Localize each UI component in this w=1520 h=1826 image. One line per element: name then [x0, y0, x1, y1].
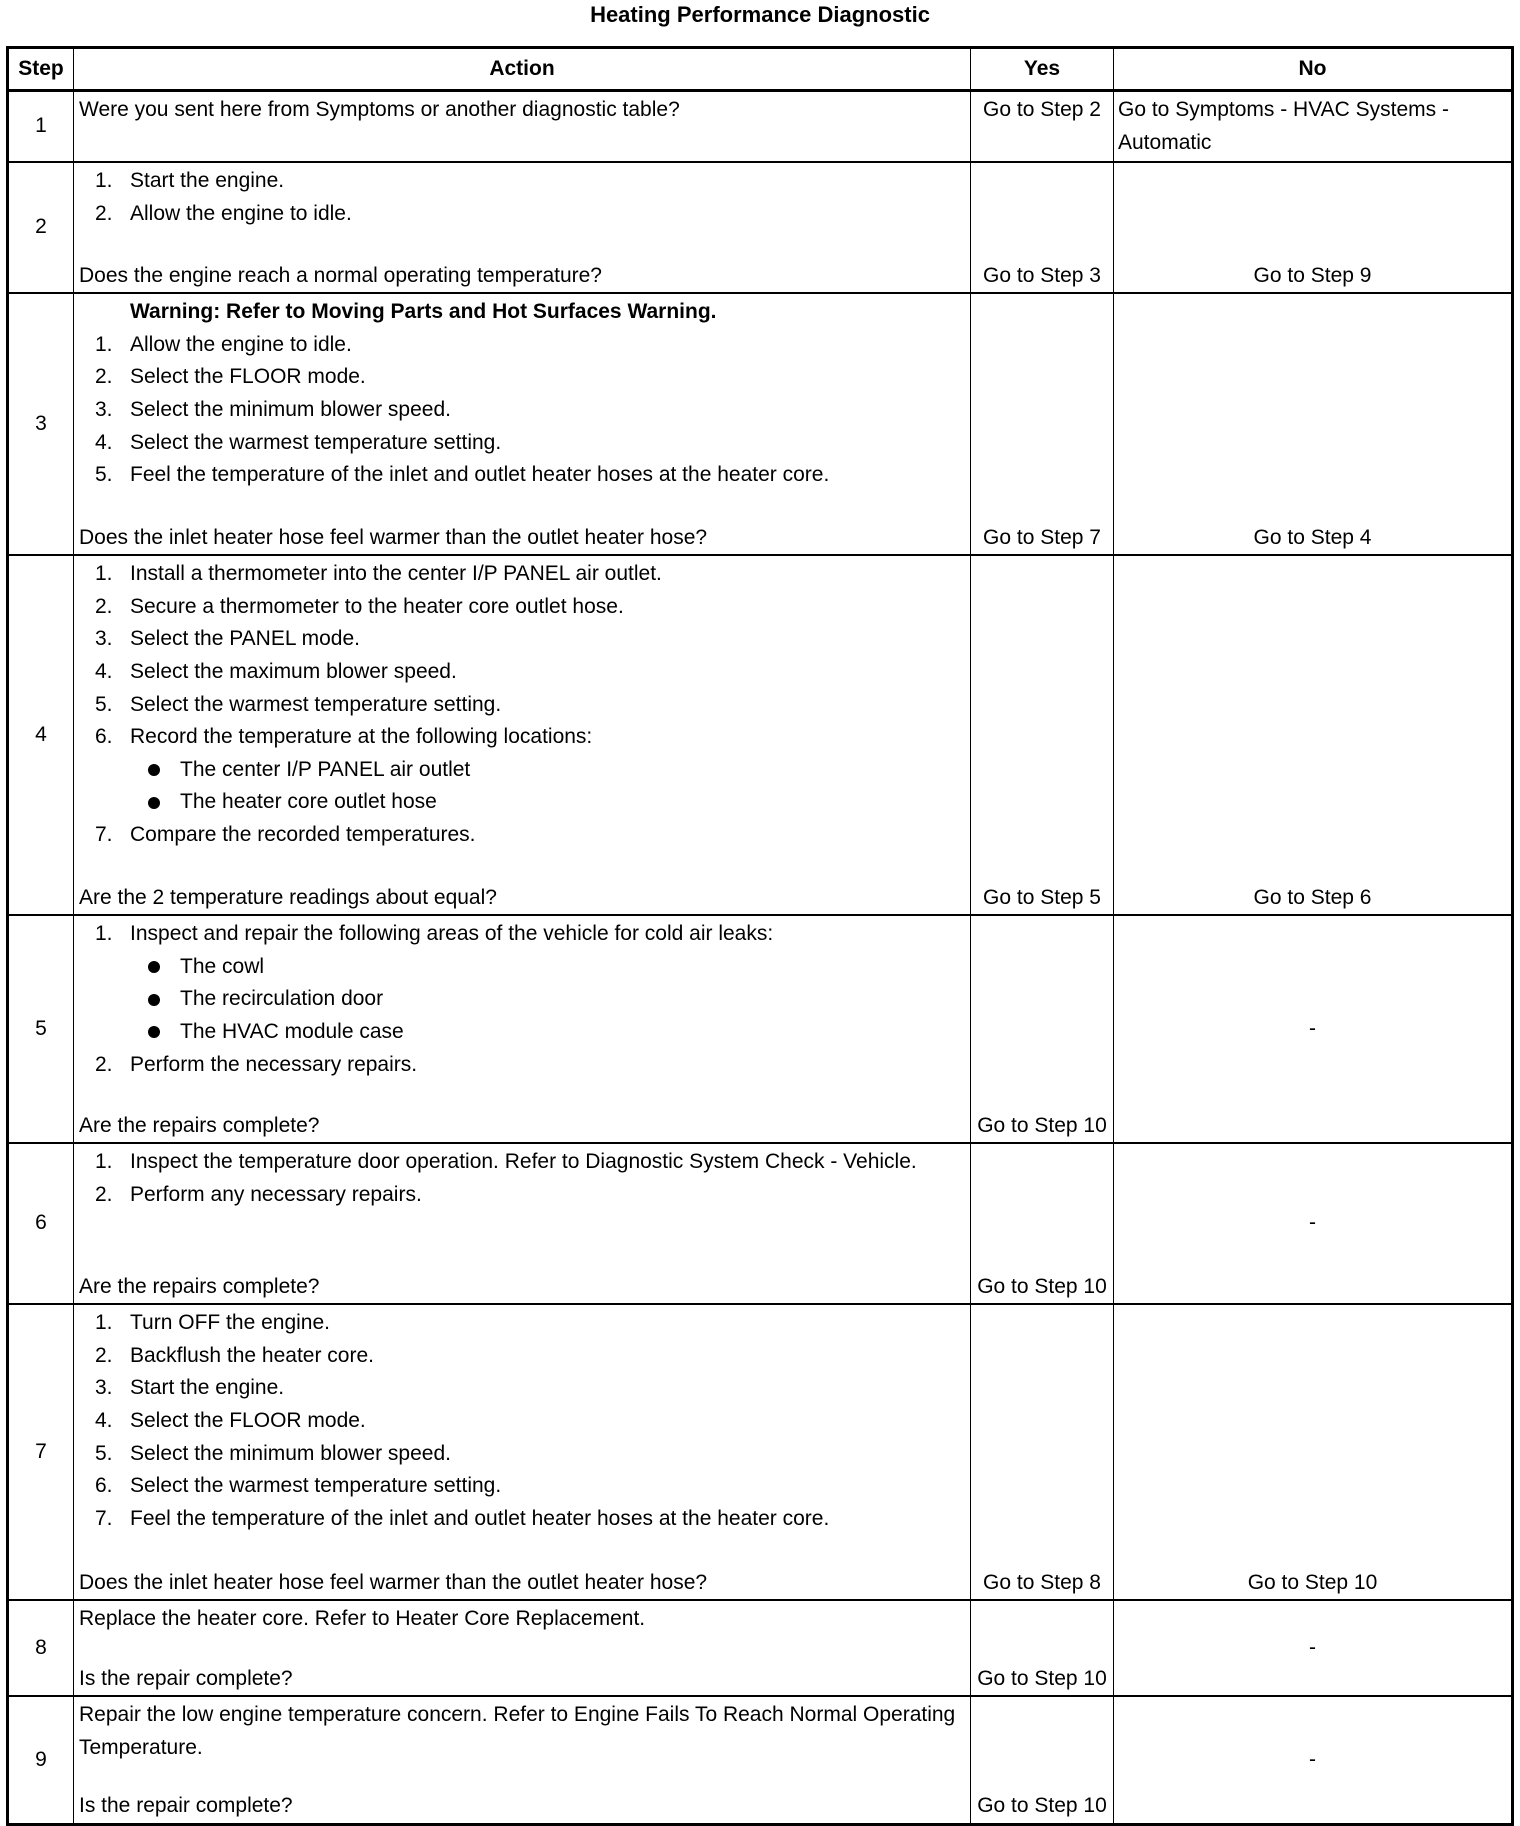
- no-cell: [1114, 293, 1513, 555]
- no-link[interactable]: Go to Symptoms - HVAC Systems - Automatic: [1118, 98, 1450, 154]
- action-content: [79, 1146, 966, 1303]
- yes-cell: [971, 915, 1114, 1143]
- item-text: Turn OFF the engine.: [130, 1311, 330, 1335]
- item-text: The cowl: [180, 954, 265, 978]
- header-action: Action: [74, 48, 971, 91]
- table-row: [8, 555, 1513, 915]
- item-text: Select the FLOOR mode.: [130, 365, 366, 389]
- numbered-item: [79, 1372, 966, 1405]
- no-link[interactable]: Go to Step 4: [1253, 525, 1372, 549]
- item-text: Select the maximum blower speed.: [130, 659, 457, 683]
- no-cell: [1114, 91, 1513, 163]
- yes-link[interactable]: Go to Step 2: [983, 98, 1101, 121]
- bullet-marker: [130, 754, 180, 787]
- action-steps: [79, 165, 966, 230]
- no-link[interactable]: Go to Step 9: [1253, 263, 1372, 287]
- action-cell: [74, 1304, 971, 1600]
- item-number: 1.: [95, 1311, 113, 1335]
- action-content: [79, 94, 966, 161]
- item-text: Allow the engine to idle.: [130, 201, 352, 225]
- diagnostic-table: [6, 46, 1514, 1826]
- item-number: 2.: [95, 1343, 113, 1367]
- numbered-item: [79, 198, 966, 231]
- item-text: Record the temperature at the following locations:: [130, 725, 593, 749]
- item-number: 1.: [95, 169, 113, 193]
- table-row: [8, 1600, 1513, 1696]
- numbered-item: [79, 1438, 966, 1471]
- action-cell: [74, 1696, 971, 1824]
- item-number: 4.: [95, 430, 113, 454]
- item-number: 6.: [95, 725, 113, 749]
- item-number: 4.: [95, 659, 113, 683]
- item-text: Install a thermometer into the center I/P PANEL air outlet.: [130, 562, 662, 586]
- table-row: [8, 1696, 1513, 1824]
- bullet-marker: [130, 983, 180, 1016]
- yes-link[interactable]: Go to Step 10: [977, 1666, 1107, 1690]
- no-cell: [1114, 1143, 1513, 1304]
- step-number: 9: [8, 1696, 74, 1824]
- step-number: 4: [8, 555, 74, 915]
- item-number: 7.: [95, 1506, 113, 1530]
- action-steps: [79, 1146, 966, 1211]
- item-number: 5.: [95, 463, 113, 487]
- numbered-item: [79, 1049, 966, 1082]
- no-cell: [1114, 1696, 1513, 1824]
- item-number: 2.: [95, 594, 113, 618]
- numbered-item: [79, 329, 966, 362]
- item-text: Feel the temperature of the inlet and outlet heater hoses at the heater core.: [130, 1506, 830, 1530]
- no-link: -: [1309, 1016, 1316, 1040]
- step-number: 7: [8, 1304, 74, 1600]
- action-steps: [79, 1699, 966, 1764]
- item-text: Start the engine.: [130, 1376, 285, 1400]
- item-text: Inspect and repair the following areas of the vehicle for cold air leaks:: [130, 922, 774, 946]
- yes-cell: [971, 1304, 1114, 1600]
- item-number: 1.: [95, 562, 113, 586]
- item-text: The center I/P PANEL air outlet: [180, 757, 471, 781]
- action-question: Are the 2 temperature readings about equal?: [79, 885, 497, 909]
- action-cell: [74, 555, 971, 915]
- item-number: 7.: [95, 822, 113, 846]
- item-number: 5.: [95, 1441, 113, 1465]
- bullet-icon: [148, 1026, 160, 1038]
- item-text: Select the minimum blower speed.: [130, 397, 451, 421]
- bullet-item: [79, 786, 966, 819]
- item-number: 3.: [95, 397, 113, 421]
- numbered-item: [79, 721, 966, 754]
- action-steps: [79, 1603, 966, 1636]
- item-text: Start the engine.: [130, 169, 285, 193]
- table-row: [8, 91, 1513, 163]
- action-cell: [74, 1143, 971, 1304]
- action-cell: [74, 915, 971, 1143]
- item-number: 6.: [95, 1474, 113, 1498]
- table-row: [8, 293, 1513, 555]
- item-text: Perform the necessary repairs.: [130, 1052, 418, 1076]
- item-number: 4.: [95, 1408, 113, 1432]
- yes-cell: [971, 91, 1114, 163]
- numbered-item: [79, 394, 966, 427]
- item-text: Select the PANEL mode.: [130, 627, 360, 651]
- item-text: Select the warmest temperature setting.: [130, 1474, 502, 1498]
- step-number: 3: [8, 293, 74, 555]
- bullet-icon: [148, 797, 160, 809]
- numbered-item: [79, 1146, 966, 1179]
- numbered-item: [79, 918, 966, 951]
- numbered-item: [79, 689, 966, 722]
- item-text: Secure a thermometer to the heater core outlet hose.: [130, 594, 624, 618]
- action-cell: [74, 293, 971, 555]
- item-text: Inspect the temperature door operation. Refer to Diagnostic System Check - Vehicle.: [130, 1150, 917, 1174]
- yes-link[interactable]: Go to Step 7: [983, 525, 1101, 549]
- bullet-item: [79, 1016, 966, 1049]
- action-question: Is the repair complete?: [79, 1666, 293, 1690]
- action-intro: Were you sent here from Symptoms or another diagnostic table?: [79, 98, 680, 121]
- item-text: Allow the engine to idle.: [130, 332, 352, 356]
- yes-link[interactable]: Go to Step 3: [983, 263, 1101, 287]
- yes-link[interactable]: Go to Step 10: [977, 1113, 1107, 1137]
- item-text: Select the minimum blower speed.: [130, 1441, 451, 1465]
- numbered-item: [79, 819, 966, 852]
- bullet-marker: [130, 1016, 180, 1049]
- action-question: Is the repair complete?: [79, 1794, 293, 1818]
- header-no: No: [1114, 48, 1513, 91]
- yes-link[interactable]: Go to Step 10: [977, 1794, 1107, 1818]
- action-steps: [79, 1307, 966, 1535]
- numbered-item: [79, 1503, 966, 1536]
- action-intro: Replace the heater core. Refer to Heater Core Replacement.: [79, 1607, 646, 1631]
- no-cell: [1114, 1600, 1513, 1696]
- bullet-item: [79, 951, 966, 984]
- item-number: 2.: [95, 201, 113, 225]
- step-number: 6: [8, 1143, 74, 1304]
- item-text: Perform any necessary repairs.: [130, 1182, 422, 1206]
- numbered-item: [79, 165, 966, 198]
- no-link: -: [1309, 1747, 1316, 1771]
- step-number: 1: [8, 91, 74, 163]
- table-row: [8, 915, 1513, 1143]
- numbered-item: [79, 427, 966, 460]
- action-question: Does the engine reach a normal operating temperature?: [79, 263, 602, 287]
- item-text: The heater core outlet hose: [180, 790, 437, 814]
- action-steps: [79, 296, 966, 492]
- item-text: Compare the recorded temperatures.: [130, 822, 476, 846]
- numbered-item: [79, 623, 966, 656]
- step-number: 8: [8, 1600, 74, 1696]
- action-question: Does the inlet heater hose feel warmer than the outlet heater hose?: [79, 525, 708, 549]
- action-content: [79, 296, 966, 554]
- no-cell: [1114, 1304, 1513, 1600]
- header-step: Step: [8, 48, 74, 91]
- yes-cell: [971, 1696, 1114, 1824]
- item-number: 2.: [95, 365, 113, 389]
- numbered-item: [79, 1470, 966, 1503]
- item-text: Feel the temperature of the inlet and outlet heater hoses at the heater core.: [130, 463, 830, 487]
- action-steps: [79, 94, 966, 127]
- yes-link[interactable]: Go to Step 5: [983, 885, 1101, 909]
- table-row: [8, 1304, 1513, 1600]
- table-row: [8, 1143, 1513, 1304]
- bullet-icon: [148, 961, 160, 973]
- numbered-item: [79, 1405, 966, 1438]
- yes-cell: [971, 1143, 1114, 1304]
- action-cell: [74, 162, 971, 293]
- numbered-item: [79, 1179, 966, 1212]
- item-number: 5.: [95, 692, 113, 716]
- no-cell: [1114, 162, 1513, 293]
- no-link: -: [1309, 1635, 1316, 1659]
- yes-link[interactable]: Go to Step 10: [977, 1274, 1107, 1298]
- action-cell: [74, 91, 971, 163]
- no-link[interactable]: Go to Step 6: [1253, 885, 1372, 909]
- action-cell: [74, 1600, 971, 1696]
- item-text: Select the warmest temperature setting.: [130, 692, 502, 716]
- action-question: Does the inlet heater hose feel warmer than the outlet heater hose?: [79, 1570, 708, 1594]
- warning-text: Warning: Refer to Moving Parts and Hot Surfaces Warning.: [130, 300, 717, 324]
- bullet-icon: [148, 764, 160, 776]
- item-text: The recirculation door: [180, 987, 384, 1011]
- item-text: Select the FLOOR mode.: [130, 1408, 366, 1432]
- page-title: Heating Performance Diagnostic: [590, 2, 930, 27]
- header-yes: Yes: [971, 48, 1114, 91]
- item-number: 2.: [95, 1182, 113, 1206]
- step-number: 2: [8, 162, 74, 293]
- step-number: 5: [8, 915, 74, 1143]
- header-row: [8, 48, 1513, 91]
- yes-cell: [971, 162, 1114, 293]
- numbered-item: [79, 1340, 966, 1373]
- item-text: The HVAC module case: [180, 1019, 404, 1043]
- action-steps: [79, 558, 966, 851]
- item-text: Backflush the heater core.: [130, 1343, 374, 1367]
- item-number: 3.: [95, 627, 113, 651]
- yes-cell: [971, 293, 1114, 555]
- bullet-item: [79, 983, 966, 1016]
- item-number: 2.: [95, 1052, 113, 1076]
- numbered-item: [79, 656, 966, 689]
- yes-cell: [971, 1600, 1114, 1696]
- item-number: 3.: [95, 1376, 113, 1400]
- no-cell: [1114, 555, 1513, 915]
- no-link: -: [1309, 1211, 1316, 1235]
- action-question: Are the repairs complete?: [79, 1274, 320, 1298]
- action-content: [79, 165, 966, 292]
- numbered-item: [79, 1307, 966, 1340]
- bullet-marker: [130, 786, 180, 819]
- bullet-marker: [130, 951, 180, 984]
- numbered-item: [79, 558, 966, 591]
- bullet-icon: [148, 994, 160, 1006]
- action-question: Are the repairs complete?: [79, 1113, 320, 1137]
- action-steps: [79, 918, 966, 1081]
- action-content: [79, 1699, 966, 1823]
- numbered-item: [79, 591, 966, 624]
- table-row: [8, 162, 1513, 293]
- yes-cell: [971, 555, 1114, 915]
- item-text: Select the warmest temperature setting.: [130, 430, 502, 454]
- bullet-item: [79, 754, 966, 787]
- action-intro: Repair the low engine temperature concern. Refer to Engine Fails To Reach Normal Operating Temperature.: [79, 1703, 956, 1759]
- item-number: 1.: [95, 1150, 113, 1174]
- numbered-item: [79, 459, 966, 492]
- numbered-item: [79, 361, 966, 394]
- action-content: [79, 1603, 966, 1695]
- no-cell: [1114, 915, 1513, 1143]
- yes-link[interactable]: Go to Step 8: [983, 1570, 1101, 1594]
- no-link[interactable]: Go to Step 10: [1247, 1570, 1378, 1594]
- item-number: 1.: [95, 922, 113, 946]
- action-content: [79, 918, 966, 1142]
- action-content: [79, 1307, 966, 1599]
- item-number: 1.: [95, 332, 113, 356]
- action-content: [79, 558, 966, 914]
